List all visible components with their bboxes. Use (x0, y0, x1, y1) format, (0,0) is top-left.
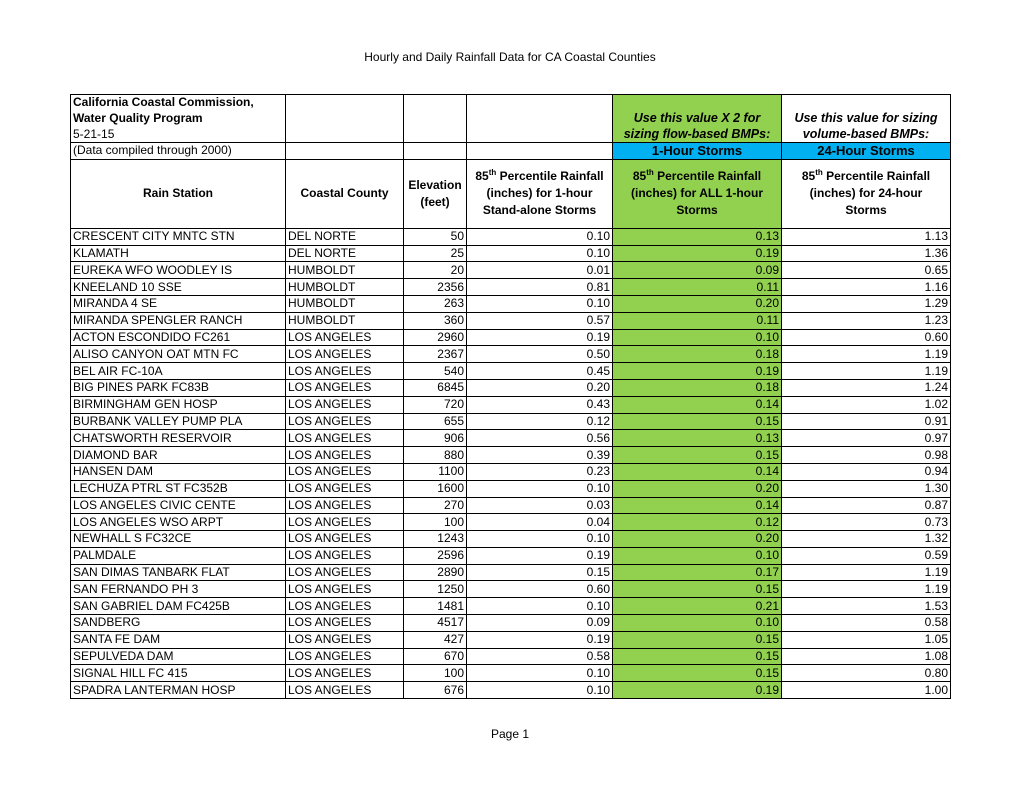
cell-all-1hr: 0.15 (613, 447, 782, 464)
cell-standalone-1hr: 0.57 (467, 312, 613, 329)
cell-elevation: 4517 (404, 615, 467, 632)
cell-elevation: 270 (404, 497, 467, 514)
org-line-2: Water Quality Program (71, 111, 286, 127)
cell-county: HUMBOLDT (286, 295, 404, 312)
cell-standalone-1hr: 0.10 (467, 228, 613, 245)
cell-24hr: 1.24 (782, 379, 951, 396)
data-compiled-note: (Data compiled through 2000) (71, 143, 286, 160)
cell-elevation: 263 (404, 295, 467, 312)
cell-county: LOS ANGELES (286, 581, 404, 598)
cell-all-1hr: 0.18 (613, 379, 782, 396)
cell-all-1hr: 0.20 (613, 480, 782, 497)
top-row-2 (71, 111, 951, 127)
cell-elevation: 880 (404, 447, 467, 464)
cell-station: LECHUZA PTRL ST FC352B (71, 480, 286, 497)
cell-elevation: 2367 (404, 346, 467, 363)
cell-station: MIRANDA SPENGLER RANCH (71, 312, 286, 329)
cell-county: HUMBOLDT (286, 312, 404, 329)
cell-standalone-1hr: 0.19 (467, 547, 613, 564)
cell-all-1hr: 0.15 (613, 631, 782, 648)
cell-county: LOS ANGELES (286, 363, 404, 380)
cell-station: ACTON ESCONDIDO FC261 (71, 329, 286, 346)
cell-county: LOS ANGELES (286, 648, 404, 665)
cell-standalone-1hr: 0.10 (467, 295, 613, 312)
cell-elevation: 20 (404, 262, 467, 279)
cell-elevation: 100 (404, 514, 467, 531)
cell-all-1hr: 0.19 (613, 682, 782, 699)
table-row (71, 447, 951, 464)
cell-county: LOS ANGELES (286, 564, 404, 581)
cell-all-1hr: 0.15 (613, 648, 782, 665)
cell-24hr: 1.00 (782, 682, 951, 699)
cell-standalone-1hr: 0.10 (467, 480, 613, 497)
table-row (71, 581, 951, 598)
cell-station: BIRMINGHAM GEN HOSP (71, 396, 286, 413)
cell-all-1hr: 0.20 (613, 295, 782, 312)
cell-24hr: 1.30 (782, 480, 951, 497)
cell-station: MIRANDA 4 SE (71, 295, 286, 312)
cell-county: LOS ANGELES (286, 514, 404, 531)
header-elevation (404, 159, 467, 228)
table-row (71, 396, 951, 413)
date-line: 5-21-15 (71, 126, 286, 142)
cell-standalone-1hr: 0.58 (467, 648, 613, 665)
cell-24hr: 0.98 (782, 447, 951, 464)
rainfall-table (70, 94, 951, 699)
table-row (71, 531, 951, 548)
cell-all-1hr: 0.10 (613, 615, 782, 632)
table-row (71, 463, 951, 480)
cell-elevation: 1243 (404, 531, 467, 548)
cell-elevation: 655 (404, 413, 467, 430)
cell-station: CHATSWORTH RESERVOIR (71, 430, 286, 447)
table-row (71, 547, 951, 564)
cell-standalone-1hr: 0.45 (467, 363, 613, 380)
cell-station: KNEELAND 10 SSE (71, 279, 286, 296)
cell-standalone-1hr: 0.39 (467, 447, 613, 464)
top-row-3 (71, 126, 951, 142)
cell-station: SPADRA LANTERMAN HOSP (71, 682, 286, 699)
cell-station: SEPULVEDA DAM (71, 648, 286, 665)
table-row (71, 379, 951, 396)
cell-24hr: 0.59 (782, 547, 951, 564)
cell-county: LOS ANGELES (286, 665, 404, 682)
cell-all-1hr: 0.13 (613, 228, 782, 245)
table-row (71, 514, 951, 531)
cell-elevation: 2890 (404, 564, 467, 581)
cell-elevation: 670 (404, 648, 467, 665)
cell-county: HUMBOLDT (286, 262, 404, 279)
table-row (71, 615, 951, 632)
top-row-1 (71, 95, 951, 111)
cell-24hr: 1.08 (782, 648, 951, 665)
page-title: Hourly and Daily Rainfall Data for CA Coastal Counties (364, 50, 656, 64)
cell-all-1hr: 0.14 (613, 497, 782, 514)
cell-county: HUMBOLDT (286, 279, 404, 296)
flow-note-2: sizing flow-based BMPs: (613, 126, 782, 142)
cell-county: LOS ANGELES (286, 531, 404, 548)
cell-county: LOS ANGELES (286, 396, 404, 413)
cell-station: SIGNAL HILL FC 415 (71, 665, 286, 682)
cell-elevation: 1100 (404, 463, 467, 480)
cell-elevation: 1250 (404, 581, 467, 598)
cell-standalone-1hr: 0.23 (467, 463, 613, 480)
cell-standalone-1hr: 0.60 (467, 581, 613, 598)
cell-all-1hr: 0.19 (613, 363, 782, 380)
cell-standalone-1hr: 0.81 (467, 279, 613, 296)
cell-standalone-1hr: 0.56 (467, 430, 613, 447)
cell-24hr: 1.02 (782, 396, 951, 413)
table-row (71, 648, 951, 665)
table-row (71, 329, 951, 346)
cell-station: NEWHALL S FC32CE (71, 531, 286, 548)
table-row (71, 430, 951, 447)
cell-elevation: 720 (404, 396, 467, 413)
cell-station: KLAMATH (71, 245, 286, 262)
cell-elevation: 100 (404, 665, 467, 682)
cell-station: LOS ANGELES WSO ARPT (71, 514, 286, 531)
cell-county: LOS ANGELES (286, 329, 404, 346)
table-row (71, 480, 951, 497)
header-all-1hr: 85th Percentile Rainfall (inches) for ALL 1-hour Storms (613, 159, 782, 228)
cell-station: LOS ANGELES CIVIC CENTE (71, 497, 286, 514)
cell-24hr: 1.23 (782, 312, 951, 329)
cell-county: LOS ANGELES (286, 413, 404, 430)
cell-county: LOS ANGELES (286, 346, 404, 363)
cell-station: HANSEN DAM (71, 463, 286, 480)
cell-standalone-1hr: 0.10 (467, 682, 613, 699)
cell-station: BIG PINES PARK FC83B (71, 379, 286, 396)
cell-standalone-1hr: 0.01 (467, 262, 613, 279)
table-row (71, 665, 951, 682)
cell-standalone-1hr: 0.04 (467, 514, 613, 531)
one-hour-storms-label: 1-Hour Storms (613, 143, 782, 160)
day-storms-label: 24-Hour Storms (782, 143, 951, 160)
cell-station: BURBANK VALLEY PUMP PLA (71, 413, 286, 430)
cell-county: LOS ANGELES (286, 682, 404, 699)
cell-standalone-1hr: 0.10 (467, 598, 613, 615)
cell-24hr: 1.13 (782, 228, 951, 245)
cell-standalone-1hr: 0.12 (467, 413, 613, 430)
cell-elevation: 2960 (404, 329, 467, 346)
cell-all-1hr: 0.10 (613, 329, 782, 346)
cell-elevation: 25 (404, 245, 467, 262)
cell-all-1hr: 0.13 (613, 430, 782, 447)
cell-standalone-1hr: 0.03 (467, 497, 613, 514)
cell-county: LOS ANGELES (286, 547, 404, 564)
cell-all-1hr: 0.11 (613, 312, 782, 329)
cell-standalone-1hr: 0.15 (467, 564, 613, 581)
cell-all-1hr: 0.17 (613, 564, 782, 581)
cell-standalone-1hr: 0.50 (467, 346, 613, 363)
cell-standalone-1hr: 0.43 (467, 396, 613, 413)
cell-county: DEL NORTE (286, 228, 404, 245)
cell-station: BEL AIR FC-10A (71, 363, 286, 380)
cell-standalone-1hr: 0.19 (467, 631, 613, 648)
page-number: Page 1 (490, 727, 530, 741)
cell-elevation: 1600 (404, 480, 467, 497)
cell-24hr: 1.53 (782, 598, 951, 615)
cell-all-1hr: 0.18 (613, 346, 782, 363)
cell-elevation: 2356 (404, 279, 467, 296)
cell-elevation: 427 (404, 631, 467, 648)
cell-elevation: 540 (404, 363, 467, 380)
table-row (71, 279, 951, 296)
cell-standalone-1hr: 0.19 (467, 329, 613, 346)
table-row (71, 631, 951, 648)
cell-24hr: 1.19 (782, 363, 951, 380)
cell-all-1hr: 0.11 (613, 279, 782, 296)
cell-all-1hr: 0.14 (613, 396, 782, 413)
cell-all-1hr: 0.10 (613, 547, 782, 564)
cell-standalone-1hr: 0.10 (467, 531, 613, 548)
cell-standalone-1hr: 0.20 (467, 379, 613, 396)
table-row (71, 413, 951, 430)
cell-elevation: 906 (404, 430, 467, 447)
cell-station: PALMDALE (71, 547, 286, 564)
volume-note-2: volume-based BMPs: (782, 126, 951, 142)
header-county: Coastal County (286, 159, 404, 228)
cell-24hr: 0.73 (782, 514, 951, 531)
table-row (71, 245, 951, 262)
cell-elevation: 50 (404, 228, 467, 245)
cell-24hr: 1.05 (782, 631, 951, 648)
cell-24hr: 1.29 (782, 295, 951, 312)
cell-24hr: 1.19 (782, 564, 951, 581)
cell-county: LOS ANGELES (286, 497, 404, 514)
cell-all-1hr: 0.12 (613, 514, 782, 531)
cell-24hr: 1.19 (782, 346, 951, 363)
cell-24hr: 0.97 (782, 430, 951, 447)
column-header-row (71, 159, 951, 228)
cell-county: LOS ANGELES (286, 447, 404, 464)
table-row (71, 346, 951, 363)
cell-elevation: 6845 (404, 379, 467, 396)
cell-24hr: 0.87 (782, 497, 951, 514)
cell-station: SANDBERG (71, 615, 286, 632)
table-row (71, 564, 951, 581)
cell-all-1hr: 0.21 (613, 598, 782, 615)
cell-station: SANTA FE DAM (71, 631, 286, 648)
cell-station: CRESCENT CITY MNTC STN (71, 228, 286, 245)
cell-station: SAN DIMAS TANBARK FLAT (71, 564, 286, 581)
volume-note-1: Use this value for sizing (782, 111, 951, 127)
cell-all-1hr: 0.14 (613, 463, 782, 480)
cell-county: LOS ANGELES (286, 598, 404, 615)
table-row (71, 228, 951, 245)
header-elevation-line1: Elevation (408, 177, 462, 192)
table-row (71, 262, 951, 279)
cell-24hr: 1.36 (782, 245, 951, 262)
cell-24hr: 0.94 (782, 463, 951, 480)
cell-elevation: 676 (404, 682, 467, 699)
cell-24hr: 1.16 (782, 279, 951, 296)
cell-all-1hr: 0.15 (613, 581, 782, 598)
cell-24hr: 1.32 (782, 531, 951, 548)
cell-station: DIAMOND BAR (71, 447, 286, 464)
cell-24hr: 1.19 (782, 581, 951, 598)
cell-all-1hr: 0.19 (613, 245, 782, 262)
cell-county: LOS ANGELES (286, 463, 404, 480)
header-standalone-1hr: 85th Percentile Rainfall (inches) for 1-hour Stand-alone Storms (467, 159, 613, 228)
table-row (71, 363, 951, 380)
org-line-1: California Coastal Commission, (71, 95, 286, 111)
cell-all-1hr: 0.20 (613, 531, 782, 548)
cell-all-1hr: 0.09 (613, 262, 782, 279)
cell-station: SAN FERNANDO PH 3 (71, 581, 286, 598)
top-row-4 (71, 143, 951, 160)
cell-24hr: 0.80 (782, 665, 951, 682)
cell-standalone-1hr: 0.10 (467, 665, 613, 682)
cell-county: LOS ANGELES (286, 631, 404, 648)
cell-all-1hr: 0.15 (613, 413, 782, 430)
cell-24hr: 0.60 (782, 329, 951, 346)
header-24hr: 85th Percentile Rainfall (inches) for 24-hour Storms (782, 159, 951, 228)
cell-all-1hr: 0.15 (613, 665, 782, 682)
cell-county: LOS ANGELES (286, 480, 404, 497)
table-row (71, 497, 951, 514)
cell-elevation: 360 (404, 312, 467, 329)
table-row (71, 682, 951, 699)
cell-24hr: 0.91 (782, 413, 951, 430)
table-row (71, 295, 951, 312)
cell-elevation: 1481 (404, 598, 467, 615)
cell-county: LOS ANGELES (286, 430, 404, 447)
cell-county: DEL NORTE (286, 245, 404, 262)
cell-station: EUREKA WFO WOODLEY IS (71, 262, 286, 279)
cell-elevation: 2596 (404, 547, 467, 564)
cell-county: LOS ANGELES (286, 615, 404, 632)
cell-county: LOS ANGELES (286, 379, 404, 396)
table-row (71, 312, 951, 329)
cell-24hr: 0.65 (782, 262, 951, 279)
cell-standalone-1hr: 0.10 (467, 245, 613, 262)
cell-standalone-1hr: 0.09 (467, 615, 613, 632)
table-row (71, 598, 951, 615)
cell-station: SAN GABRIEL DAM FC425B (71, 598, 286, 615)
header-elevation-line2: (feet) (420, 194, 450, 209)
cell-24hr: 0.58 (782, 615, 951, 632)
header-station: Rain Station (71, 159, 286, 228)
flow-note-1: Use this value X 2 for (613, 111, 782, 127)
cell-station: ALISO CANYON OAT MTN FC (71, 346, 286, 363)
